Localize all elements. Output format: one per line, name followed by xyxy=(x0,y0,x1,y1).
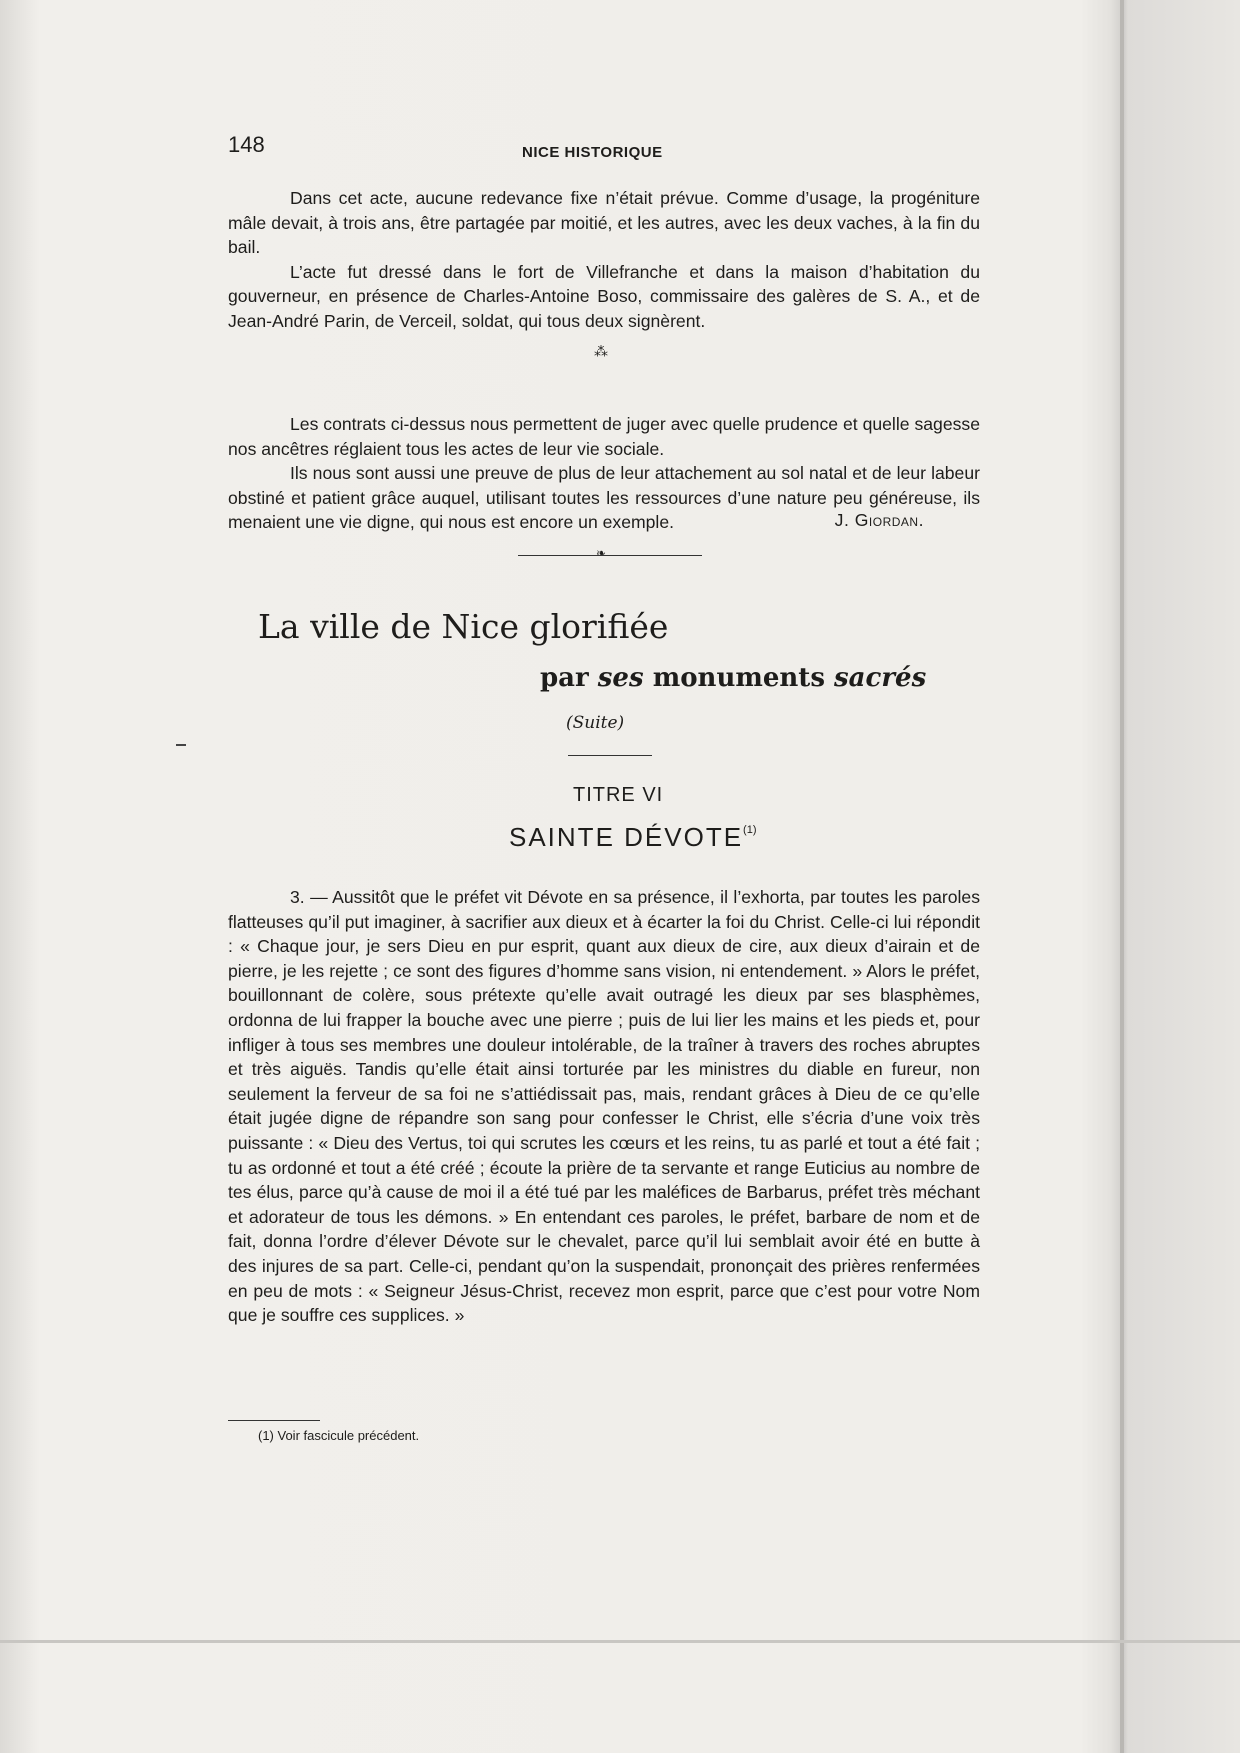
footnote-rule xyxy=(228,1420,320,1421)
subtitle-word: monuments xyxy=(652,663,825,693)
subtitle-word-italic: sacrés xyxy=(834,663,927,693)
paragraph: Dans cet acte, aucune redevance fixe n’était prévue. Comme d’usage, la progéniture mâle devait, à trois ans, être partagée par moitié, et les autres, avec les deux vaches, à la fin du bail. xyxy=(228,188,980,258)
article-subtitle xyxy=(540,663,926,693)
subtitle-word: par xyxy=(540,663,589,693)
ornament-icon: ❧ xyxy=(595,546,607,560)
paragraph: L’acte fut dressé dans le fort de Villefranche et dans la maison d’habitation du gouverneur, en présence de Charles-Antoine Boso, commissaire des galères de S. A., et de Jean-André Parin, de Verceil, soldat, qui tous deux signèrent. xyxy=(228,261,980,331)
suite-label: (Suite) xyxy=(566,713,625,733)
author-signature: J. Giordan. xyxy=(834,510,924,530)
paragraph: Les contrats ci-dessus nous permettent de juger avec quelle prudence et quelle sagesse nos ancêtres réglaient tous les actes de leur vie sociale. xyxy=(228,414,980,459)
article-paragraphs xyxy=(228,186,980,334)
short-rule xyxy=(568,755,652,756)
paragraph: 3. — Aussitôt que le préfet vit Dévote en sa présence, il l’exhorta, par toutes les paroles flatteuses qu’il put imaginer, à sacrifier aux dieux et à écarter la foi du Christ. Celle-ci lui répondit : « Chaque jour, je sers Dieu en pur esprit, quant aux dieux de cire, aux dieux d’airain et de pierre, je les rejette ; ce sont des figures d’homme sans vision, ni entendement. » Alors le préfet, bouillonnant de colère, sous prétexte qu’elle avait outragé les dieux par ses blasphèmes, ordonna de lui frapper la bouche avec une pierre ; puis de lui lier les mains et les pieds et, pour infliger à tous ses membres une douleur intolérable, de la traîner à travers des roches abruptes et très aiguës. Tandis qu’elle était ainsi torturée par les ministres du diable en fureur, non seulement la ferveur de sa foi ne s’attiédissait pas, mais, rendant grâces à Dieu de ce qu’elle était jugée digne de répandre son sang pour confesser le Christ, elle s’écria d’une voix très puissante : « Dieu des Vertus, toi qui scrutes les cœurs et les reins, tu as parlé et tout a été fait ; tu as ordonné et tout a été créé ; écoute la prière de ta servante et range Euticius au nombre de tes élus, parce qu’à cause de moi il a été tué par les maléfices de Barbarus, préfet très méchant et adorateur de tous les démons. » En entendant ces paroles, le préfet, barbare de nom et de fait, donna l’ordre d’élever Dévote sur le chevalet, parce qu’il lui semblait avoir été en butte à des injures de sa part. Celle-ci, pendant qu’on la suspendait, prononçait des prières renfermées en peu de mots : « Seigneur Jésus-Christ, recevez mon esprit, parce que c’est pour votre Nom que je souffre ces supplices. » xyxy=(228,887,980,1326)
footnote: (1) Voir fascicule précédent. xyxy=(258,1428,420,1443)
footnote-reference: (1) xyxy=(743,824,757,836)
chapter-title xyxy=(509,822,757,853)
chapter-title-text: SAINTE DÉVOTE xyxy=(509,822,744,852)
margin-mark xyxy=(176,744,186,746)
section-title: TITRE VI xyxy=(573,784,664,806)
asterism-separator: ⁂ xyxy=(594,343,608,359)
subtitle-word-italic: ses xyxy=(597,663,644,693)
article-body xyxy=(228,885,980,1328)
article-title: La ville de Nice glorifiée xyxy=(258,607,669,646)
paragraph: Ils nous sont aussi une preuve de plus de leur attachement au sol natal et de leur labeur obstiné et patient grâce auquel, utilisant toutes les ressources d’une nature peu généreuse, ils menaient une vie digne, qui nous est encore un exemple. xyxy=(228,463,980,533)
running-title: NICE HISTORIQUE xyxy=(522,144,663,161)
page-number: 148 xyxy=(228,132,265,157)
